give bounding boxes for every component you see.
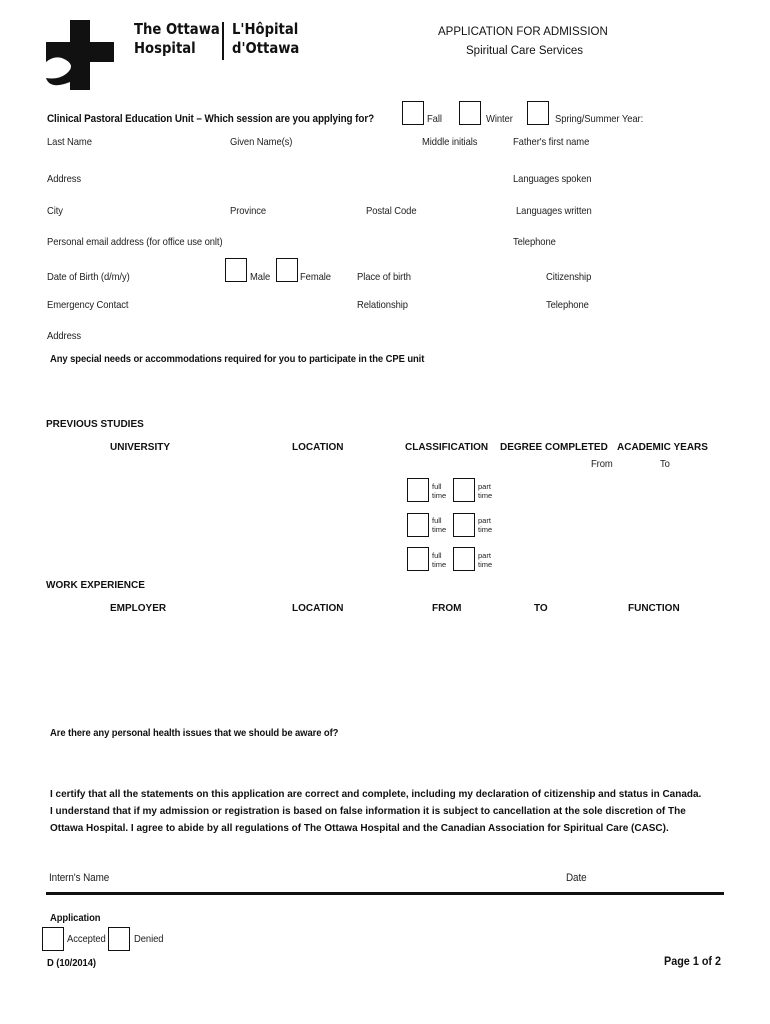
col-academic-years: ACADEMIC YEARS [617, 442, 708, 453]
form-subtitle: Spiritual Care Services [466, 45, 583, 57]
female-checkbox[interactable] [276, 258, 298, 282]
academic-to-label: To [660, 458, 670, 470]
interns-name-label: Intern's Name [49, 872, 110, 884]
middle-initials-label: Middle initials [422, 136, 478, 148]
dob-label: Date of Birth (d/m/y) [47, 271, 130, 283]
special-needs-label: Any special needs or accommodations required for you to participate in the CPE unit [50, 353, 425, 365]
logo-fr-line2: d'Ottawa [232, 39, 300, 57]
date-label: Date [566, 872, 587, 884]
accepted-checkbox[interactable] [42, 927, 64, 951]
place-of-birth-label: Place of birth [357, 271, 411, 283]
col-work-to: TO [534, 603, 548, 614]
relationship-label: Relationship [357, 299, 408, 311]
col-degree-completed: DEGREE COMPLETED [500, 442, 608, 453]
spring-summer-label: Spring/Summer Year: [555, 113, 644, 125]
study1-fulltime-label: full time [432, 482, 447, 500]
telephone-label: Telephone [513, 236, 556, 248]
logo-separator [222, 22, 224, 60]
academic-from-label: From [591, 458, 613, 470]
study2-fulltime-checkbox[interactable] [407, 513, 429, 537]
session-question: Clinical Pastoral Education Unit – Which session are you applying for? [47, 113, 375, 125]
study3-parttime-checkbox[interactable] [453, 547, 475, 571]
application-label: Application [50, 912, 101, 924]
logo-fr-line1: L'Hôpital [232, 20, 299, 38]
languages-written-label: Languages written [516, 205, 592, 217]
personal-email-label: Personal email address (for office use onlt) [47, 236, 223, 248]
denied-label: Denied [134, 933, 164, 945]
col-university: UNIVERSITY [110, 442, 171, 453]
languages-spoken-label: Languages spoken [513, 173, 592, 185]
page-number: Page 1 of 2 [664, 954, 722, 968]
col-work-from: FROM [432, 603, 462, 614]
last-name-label: Last Name [47, 136, 92, 148]
city-label: City [47, 205, 63, 217]
winter-label: Winter [486, 113, 513, 125]
work-experience-heading: WORK EXPERIENCE [46, 580, 145, 591]
form-title: APPLICATION FOR ADMISSION [438, 26, 608, 38]
signature-divider [46, 892, 724, 895]
logo-en-line1: The Ottawa [134, 20, 220, 38]
logo-text-en [134, 20, 220, 58]
fathers-first-name-label: Father's first name [513, 136, 590, 148]
study2-fulltime-label: full time [432, 516, 447, 534]
postal-code-label: Postal Code [366, 205, 417, 217]
fall-checkbox[interactable] [402, 101, 424, 125]
male-label: Male [250, 271, 271, 283]
study2-parttime-checkbox[interactable] [453, 513, 475, 537]
denied-checkbox[interactable] [108, 927, 130, 951]
form-code: D (10/2014) [47, 957, 96, 969]
accepted-label: Accepted [67, 933, 106, 945]
study3-fulltime-label: full time [432, 551, 447, 569]
female-label: Female [300, 271, 331, 283]
study2-parttime-label: part time [478, 516, 493, 534]
given-names-label: Given Name(s) [230, 136, 293, 148]
study1-parttime-checkbox[interactable] [453, 478, 475, 502]
study1-parttime-label: part time [478, 482, 493, 500]
spring-summer-checkbox[interactable] [527, 101, 549, 125]
previous-studies-heading: PREVIOUS STUDIES [46, 419, 144, 430]
province-label: Province [230, 205, 267, 217]
health-question: Are there any personal health issues that we should be aware of? [50, 727, 339, 739]
study3-parttime-label: part time [478, 551, 493, 569]
male-checkbox[interactable] [225, 258, 247, 282]
citizenship-label: Citizenship [546, 271, 592, 283]
col-work-function: FUNCTION [628, 603, 680, 614]
hospital-logo-icon [44, 20, 116, 92]
logo-en-line2: Hospital [134, 39, 196, 57]
emergency-contact-label: Emergency Contact [47, 299, 129, 311]
emergency-address-label: Address [47, 330, 82, 342]
emergency-telephone-label: Telephone [546, 299, 589, 311]
col-work-location: LOCATION [292, 603, 344, 614]
col-employer: EMPLOYER [110, 603, 167, 614]
fall-label: Fall [427, 113, 442, 125]
study3-fulltime-checkbox[interactable] [407, 547, 429, 571]
winter-checkbox[interactable] [459, 101, 481, 125]
logo-text-fr [232, 20, 299, 58]
certification-text: I certify that all the statements on this application are correct and complete, including my declaration of citizenship and status in Canada. I understand that if my admission or registration is based on false information it is subject to cancellation at the sole discretion of The Ottawa Hospital. I agree to abide by all regulations of The Ottawa Hospital and the Canadian Association for Spiritual Care (CASC). [50, 788, 702, 834]
col-location: LOCATION [292, 442, 344, 453]
address-label: Address [47, 173, 82, 185]
col-classification: CLASSIFICATION [405, 442, 489, 453]
study1-fulltime-checkbox[interactable] [407, 478, 429, 502]
